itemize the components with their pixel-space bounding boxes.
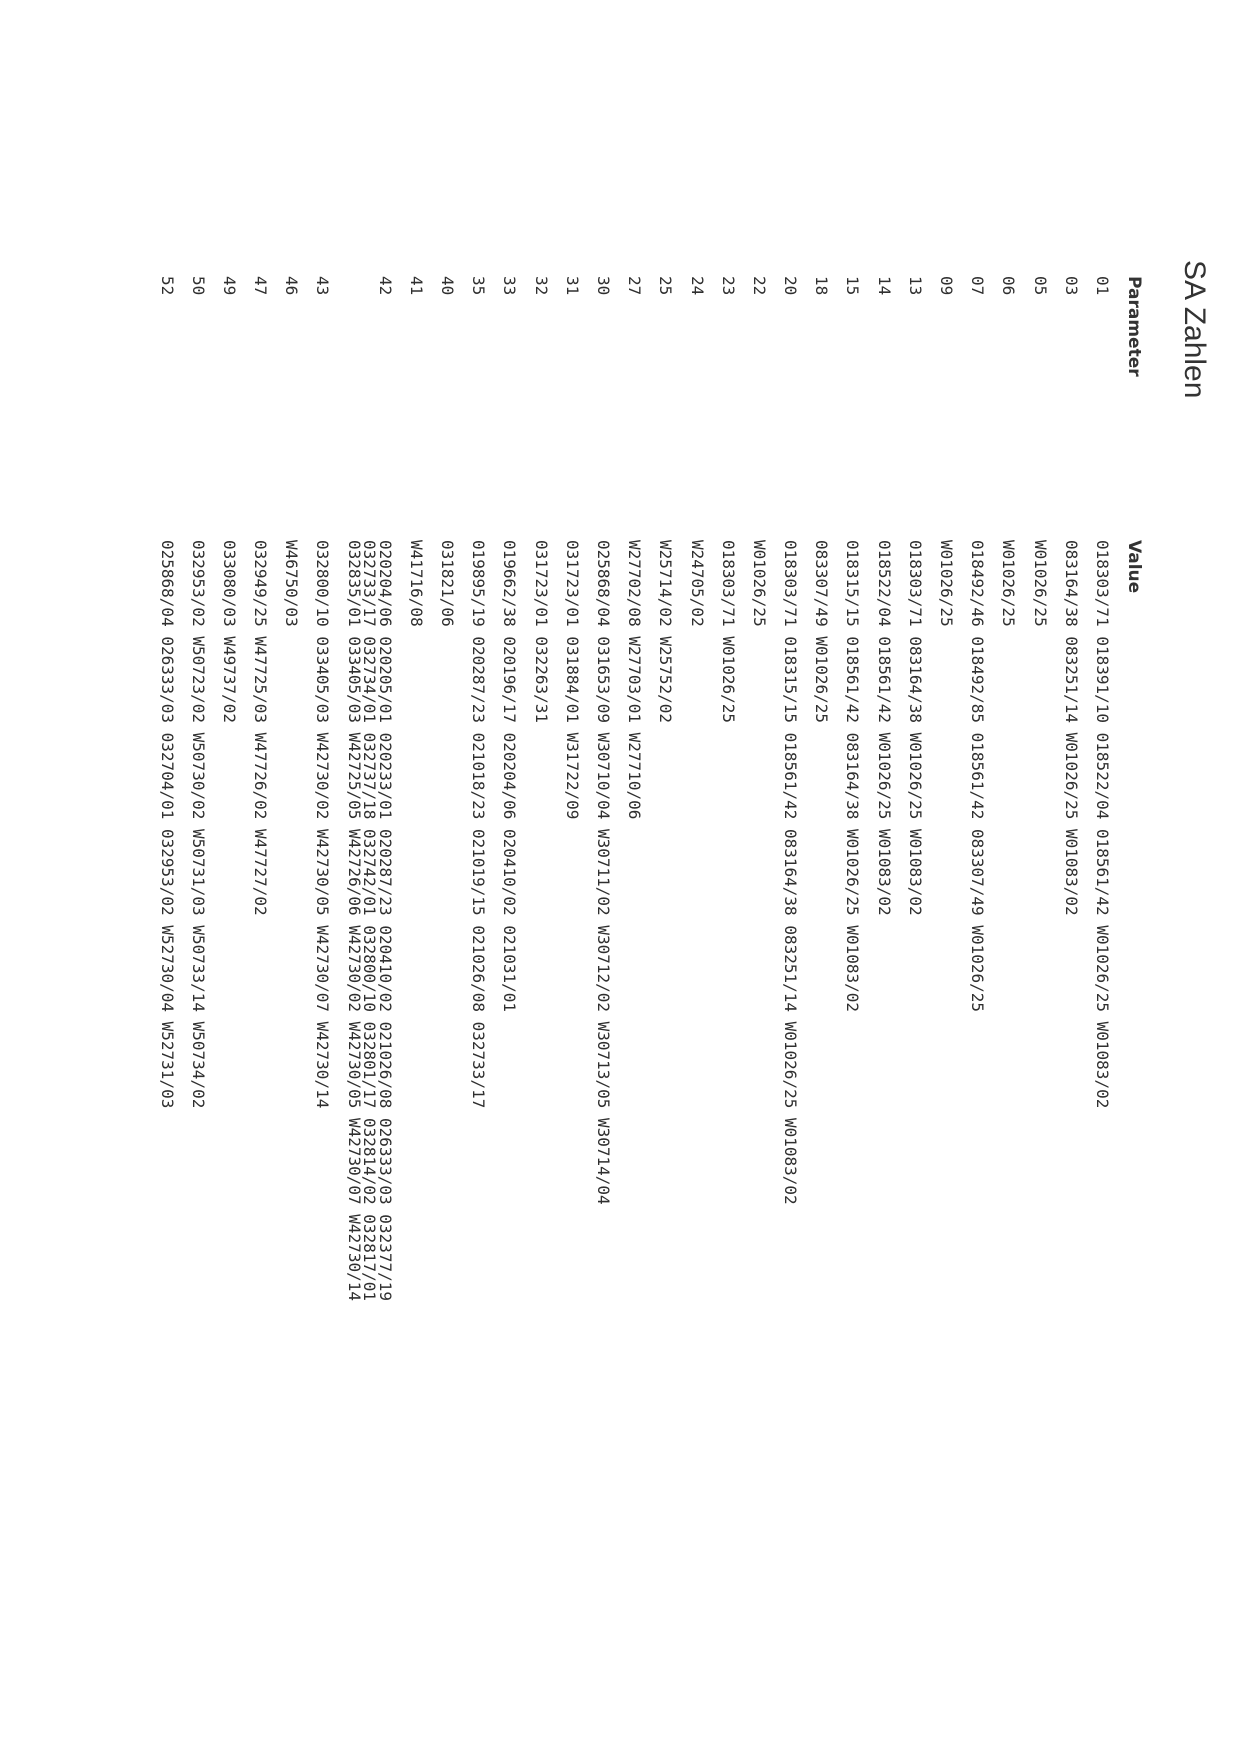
table-body [143, 276, 1110, 1301]
value-line: W41716/08 [406, 540, 426, 627]
table-row [673, 276, 704, 1301]
value-line: 018303/71 018315/15 018561/42 083164/38 083251/14 W01026/25 W01083/02 [781, 540, 801, 1205]
table-row [1048, 276, 1079, 1301]
table-row [455, 276, 486, 1301]
value-line: W01026/25 [1030, 540, 1050, 627]
value-line: 018492/46 018492/85 018561/42 083307/49 W01026/25 [968, 540, 988, 1013]
parameter-cell: 09 [937, 276, 957, 296]
value-cell [486, 540, 520, 1301]
parameter-cell: 31 [562, 276, 582, 296]
table-row [206, 276, 237, 1301]
value-column-header: Value [1124, 540, 1144, 594]
table-header-row [1110, 276, 1144, 1301]
table-row [767, 276, 798, 1301]
value-cell [455, 540, 489, 1301]
value-line: 032949/25 W47725/03 W47726/02 W47727/02 [251, 540, 271, 916]
table-row [299, 276, 330, 1301]
table-row [1079, 276, 1110, 1301]
parameter-cell: 47 [251, 276, 271, 296]
value-line: 031723/01 031884/01 W31722/09 [562, 540, 582, 820]
value-line: 032835/01 033405/03 W42725/05 W42726/06 W42730/02 W42730/05 W42730/07 W42730/14 [344, 540, 364, 1301]
parameter-cell: 40 [438, 276, 458, 296]
parameter-cell: 07 [968, 276, 988, 296]
value-line: W27702/08 W27703/01 W27710/06 [625, 540, 645, 820]
parameter-cell: 13 [905, 276, 925, 296]
value-cell [1016, 540, 1050, 1301]
document-title: SA Zahlen [1178, 260, 1211, 399]
value-cell [424, 540, 458, 1301]
table-row [424, 276, 455, 1301]
parameter-cell: 43 [313, 276, 333, 296]
value-line: W46750/03 [282, 540, 302, 627]
table-row [829, 276, 860, 1301]
value-line: 033080/03 W49737/02 [219, 540, 239, 724]
value-cell [268, 540, 302, 1301]
table-row [143, 276, 174, 1301]
value-cell [206, 540, 237, 1301]
value-cell [175, 540, 206, 1301]
value-cell [393, 540, 424, 1301]
value-cell [642, 540, 676, 1301]
value-cell [237, 540, 271, 1301]
value-cell [299, 540, 333, 1301]
parameter-cell: 42 [375, 276, 395, 296]
parameter-cell: 05 [1030, 276, 1050, 296]
value-cell [767, 540, 801, 1301]
parameter-cell: 52 [157, 276, 177, 296]
parameter-cell: 27 [625, 276, 645, 296]
value-cell [143, 540, 177, 1301]
value-line: 018303/71 083164/38 W01026/25 W01083/02 [905, 540, 925, 916]
table-row [861, 276, 892, 1301]
value-cell [1079, 540, 1110, 1301]
parameter-cell: 30 [594, 276, 613, 296]
value-cell [798, 540, 832, 1301]
value-line: 031723/01 032263/31 [531, 540, 551, 724]
value-line: W24705/02 [687, 540, 707, 627]
value-cell [580, 540, 611, 1301]
value-cell [331, 540, 393, 1301]
parameter-cell: 15 [843, 276, 863, 296]
value-cell [1048, 540, 1079, 1301]
value-line: W01026/25 [937, 540, 957, 627]
value-cell [829, 540, 863, 1301]
table-row [1016, 276, 1047, 1301]
parameter-cell: 35 [469, 276, 489, 296]
table-row [798, 276, 829, 1301]
value-cell [705, 540, 736, 1301]
parameter-cell: 25 [656, 276, 676, 296]
value-cell [954, 540, 988, 1301]
table-row [736, 276, 767, 1301]
table-row [268, 276, 299, 1301]
table-row [486, 276, 517, 1301]
table-row [923, 276, 954, 1301]
parameter-cell: 50 [188, 276, 208, 296]
value-cell [673, 540, 707, 1301]
value-cell [985, 540, 1019, 1301]
parameter-cell: 03 [1061, 276, 1081, 296]
value-cell [923, 540, 957, 1301]
table-row [517, 276, 548, 1301]
table-row [611, 276, 642, 1301]
value-line: 025868/04 026333/03 032704/01 032953/02 W52730/04 W52731/03 [157, 540, 177, 1109]
value-line: W01026/25 [999, 540, 1019, 627]
table-row [892, 276, 923, 1301]
table-row [237, 276, 268, 1301]
value-cell [549, 540, 580, 1301]
table-row [393, 276, 424, 1301]
parameter-cell: 41 [406, 276, 426, 296]
value-cell [517, 540, 551, 1301]
value-line: W25714/02 W25752/02 [656, 540, 676, 724]
parameter-cell: 01 [1093, 276, 1112, 296]
parameter-cell: 22 [749, 276, 769, 296]
value-line: 083164/38 083251/14 W01026/25 W01083/02 [1061, 540, 1081, 916]
value-line: 032953/02 W50723/02 W50730/02 W50731/03 W50733/14 W50734/02 [188, 540, 208, 1109]
value-line: 019895/19 020287/23 021018/23 021019/15 021026/08 032733/17 [469, 540, 489, 1109]
value-line: 018303/71 018391/10 018522/04 018561/42 W01026/25 W01083/02 [1093, 540, 1112, 1109]
parameter-table [143, 276, 1144, 1301]
value-line: 020204/06 020205/01 020233/01 020287/23 020410/02 021026/08 026333/03 032377/19 [375, 540, 395, 1301]
parameter-cell: 49 [219, 276, 239, 296]
parameter-cell: 24 [687, 276, 707, 296]
parameter-cell: 06 [999, 276, 1019, 296]
value-line: 025868/04 031653/09 W30710/04 W30711/02 W30712/02 W30713/05 W30714/04 [594, 540, 613, 1205]
value-line: 031821/06 [438, 540, 458, 627]
parameter-column-header: Parameter [1124, 276, 1144, 377]
parameter-cell: 46 [282, 276, 302, 296]
value-line: 032800/10 033405/03 W42730/02 W42730/05 W42730/07 W42730/14 [313, 540, 333, 1109]
value-line: 018315/15 018561/42 083164/38 W01026/25 W01083/02 [843, 540, 863, 1013]
value-line: 019662/38 020196/17 020204/06 020410/02 021031/01 [500, 540, 520, 1013]
value-line: 018522/04 018561/42 W01026/25 W01083/02 [874, 540, 894, 916]
parameter-cell: 23 [718, 276, 738, 296]
value-cell [861, 540, 892, 1301]
parameter-cell: 14 [874, 276, 894, 296]
parameter-cell: 20 [781, 276, 801, 296]
table-row [331, 276, 393, 1301]
value-line: 032733/17 032734/01 032737/18 032742/01 032800/10 032801/17 032814/02 032817/01 [360, 540, 380, 1301]
value-cell [736, 540, 767, 1301]
table-row [580, 276, 611, 1301]
parameter-cell: 18 [812, 276, 832, 296]
value-line: 018303/71 W01026/25 [718, 540, 738, 724]
value-cell [611, 540, 645, 1301]
table-row [549, 276, 580, 1301]
table-row [705, 276, 736, 1301]
value-line: 083307/49 W01026/25 [812, 540, 832, 724]
table-row [985, 276, 1016, 1301]
parameter-cell: 33 [500, 276, 520, 296]
table-row [954, 276, 985, 1301]
table-row [642, 276, 673, 1301]
table-row [175, 276, 206, 1301]
value-cell [892, 540, 923, 1301]
value-line: W01026/25 [749, 540, 769, 627]
parameter-cell: 32 [531, 276, 551, 296]
